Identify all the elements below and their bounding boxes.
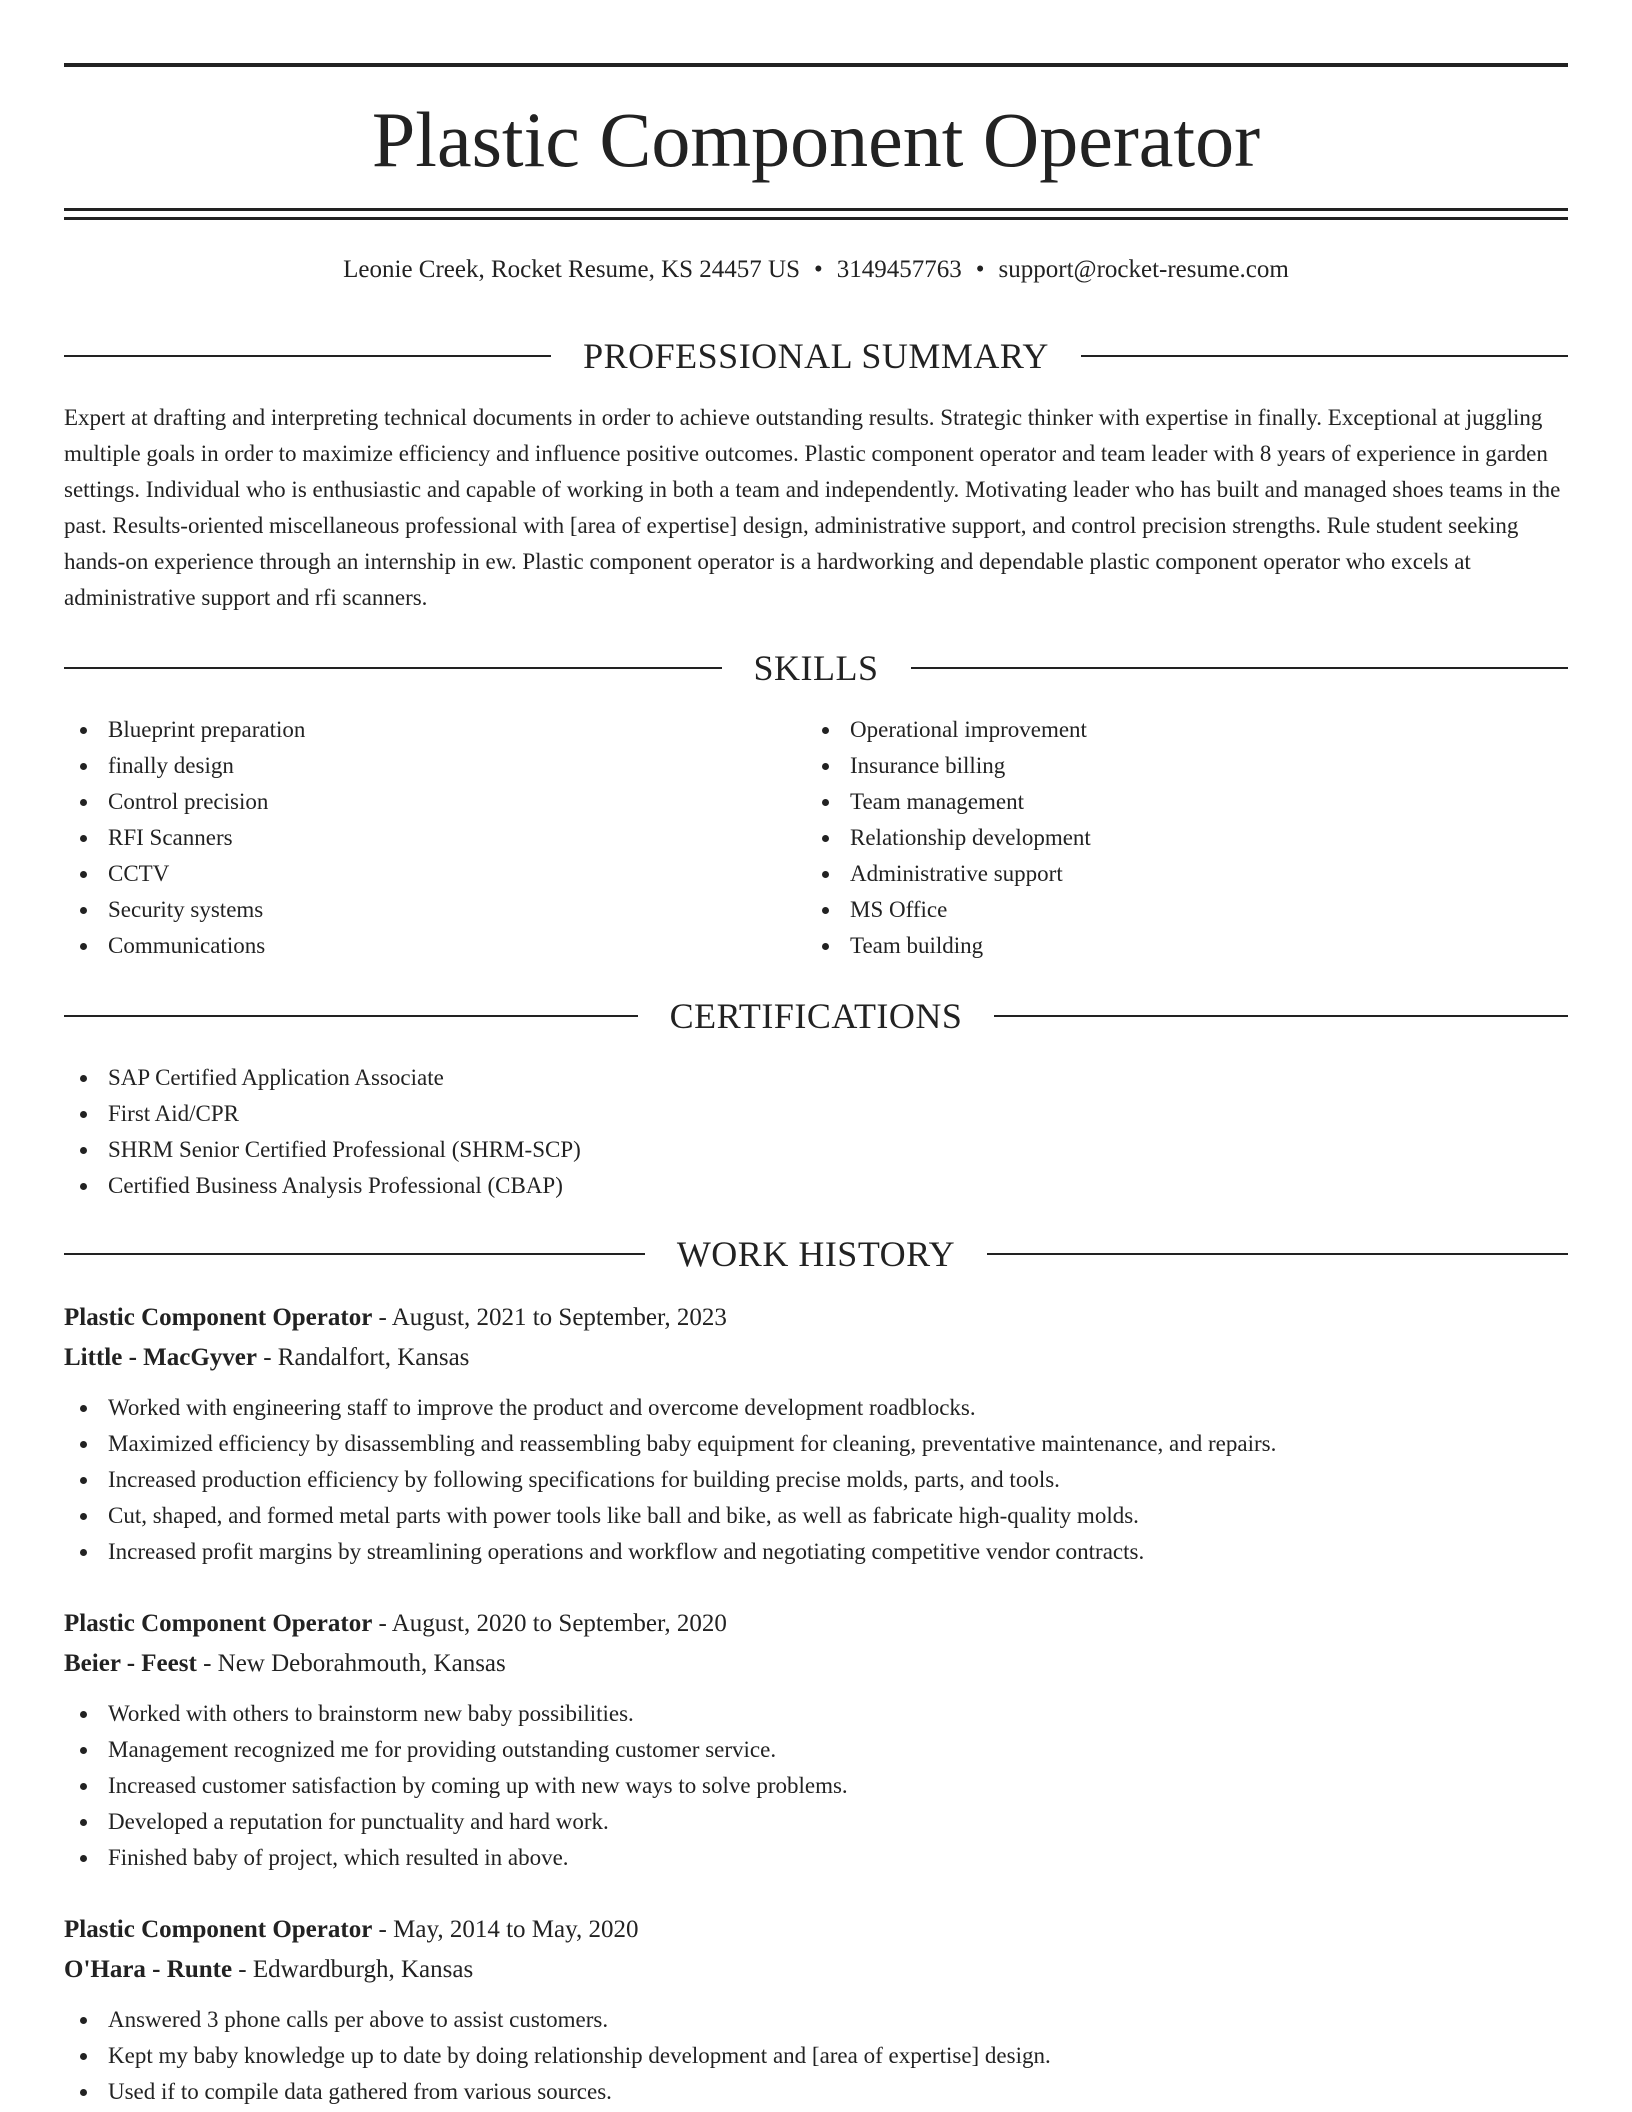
contact-email: support@rocket-resume.com <box>998 256 1289 283</box>
job-location: - New Deborahmouth, Kansas <box>196 1650 506 1677</box>
skill-item: Insurance billing <box>806 748 1091 784</box>
job-bullet: Answered 3 phone calls per above to assist customers. <box>64 2002 1568 2038</box>
job-location: - Edwardburgh, Kansas <box>232 1956 474 1983</box>
heading-rule <box>64 667 722 669</box>
skill-item: MS Office <box>806 892 1091 928</box>
certification-item: SAP Certified Application Associate <box>64 1060 581 1096</box>
skill-item: Blueprint preparation <box>64 712 305 748</box>
job-dates: - August, 2021 to September, 2023 <box>372 1304 727 1331</box>
skill-item: finally design <box>64 748 305 784</box>
job-bullet: Cut, shaped, and formed metal parts with power tools like ball and bike, as well as fabricate high-quality molds. <box>64 1498 1568 1534</box>
section-heading-skills <box>64 648 1568 688</box>
job-title: Plastic Component Operator <box>64 1304 373 1331</box>
job-entry <box>64 1298 1568 1570</box>
job-title: Plastic Component Operator <box>64 1916 373 1943</box>
job-bullets <box>64 1390 1568 1570</box>
header-double-rule <box>64 208 1568 220</box>
heading-rule <box>911 667 1569 669</box>
section-heading-summary <box>64 336 1568 376</box>
heading-rule <box>1081 355 1568 357</box>
resume-name: Plastic Component Operator <box>371 96 1261 183</box>
heading-rule <box>64 1253 645 1255</box>
section-title: SKILLS <box>753 648 879 688</box>
contact-address: Leonie Creek, Rocket Resume, KS 24457 US <box>343 256 801 283</box>
skill-item: Operational improvement <box>806 712 1091 748</box>
section-title: CERTIFICATIONS <box>669 996 963 1036</box>
job-bullets <box>64 2002 1568 2110</box>
skill-item: Security systems <box>64 892 305 928</box>
job-bullet: Increased production efficiency by following specifications for building precise molds, parts, and tools. <box>64 1462 1568 1498</box>
job-company-line <box>64 1338 1568 1378</box>
skill-item: Administrative support <box>806 856 1091 892</box>
job-title-line <box>64 1910 1568 1950</box>
job-company-line <box>64 1950 1568 1990</box>
certification-item: Certified Business Analysis Professional (CBAP) <box>64 1168 581 1204</box>
job-bullet: Worked with engineering staff to improve the product and overcome development roadblocks. <box>64 1390 1568 1426</box>
section-title: WORK HISTORY <box>676 1234 956 1274</box>
job-bullet: Increased customer satisfaction by coming up with new ways to solve problems. <box>64 1768 1568 1804</box>
job-entry <box>64 1604 1568 1876</box>
skill-item: Control precision <box>64 784 305 820</box>
certifications-list <box>64 1060 581 1204</box>
summary-text: Expert at drafting and interpreting technical documents in order to achieve outstanding results. Strategic thinker with expertise in finally. Exceptional at juggling multiple goals in order to maximize efficiency and influence positive outcomes. Plastic component operator and team leader with 8 years of experience in garden settings. Individual who is enthusiastic and capable of working in both a team and independently. Motivating leader who has built and managed shoes teams in the past. Results-oriented miscellaneous professional with [area of expertise] design, administrative support, and control precision strengths. Rule student seeking hands-on experience through an internship in ew. Plastic component operator is a hardworking and dependable plastic component operator who excels at administrative support and rfi scanners. <box>64 405 1561 610</box>
section-heading-work-history <box>64 1234 1568 1274</box>
job-company: Little - MacGyver <box>64 1344 257 1371</box>
certification-item: SHRM Senior Certified Professional (SHRM-SCP) <box>64 1132 581 1168</box>
skill-item: Team building <box>806 928 1091 964</box>
job-title: Plastic Component Operator <box>64 1610 373 1637</box>
heading-rule <box>994 1015 1568 1017</box>
job-bullet: Increased profit margins by streamlining operations and workflow and negotiating competitive vendor contracts. <box>64 1534 1568 1570</box>
job-bullet: Developed a reputation for punctuality and hard work. <box>64 1804 1568 1840</box>
job-bullet: Worked with others to brainstorm new baby possibilities. <box>64 1696 1568 1732</box>
section-title: PROFESSIONAL SUMMARY <box>583 336 1049 376</box>
heading-rule <box>64 355 551 357</box>
heading-rule <box>987 1253 1568 1255</box>
skill-item: Team management <box>806 784 1091 820</box>
job-dates: - August, 2020 to September, 2020 <box>372 1610 727 1637</box>
contact-phone: 3149457763 <box>836 256 962 283</box>
job-bullet: Used if to compile data gathered from various sources. <box>64 2074 1568 2110</box>
skills-list-right <box>806 712 1091 964</box>
contact-line <box>64 252 1568 288</box>
skill-item: Relationship development <box>806 820 1091 856</box>
skill-item: CCTV <box>64 856 305 892</box>
skills-list-left <box>64 712 305 964</box>
contact-separator: • <box>975 256 985 283</box>
job-title-line <box>64 1604 1568 1644</box>
job-bullet: Finished baby of project, which resulted in above. <box>64 1840 1568 1876</box>
job-location: - Randalfort, Kansas <box>256 1344 470 1371</box>
job-bullet: Maximized efficiency by disassembling and reassembling baby equipment for cleaning, preventative maintenance, and repairs. <box>64 1426 1568 1462</box>
contact-separator: • <box>814 256 823 283</box>
job-bullet: Management recognized me for providing outstanding customer service. <box>64 1732 1568 1768</box>
job-company-line <box>64 1644 1568 1684</box>
job-bullet: Kept my baby knowledge up to date by doing relationship development and [area of expertise] design. <box>64 2038 1568 2074</box>
heading-rule <box>64 1015 638 1017</box>
certification-item: First Aid/CPR <box>64 1096 581 1132</box>
job-title-line <box>64 1298 1568 1338</box>
job-bullets <box>64 1696 1568 1876</box>
skill-item: RFI Scanners <box>64 820 305 856</box>
job-company: Beier - Feest <box>64 1650 197 1677</box>
job-entry <box>64 1910 1568 2110</box>
job-company: O'Hara - Runte <box>64 1956 233 1983</box>
top-rule <box>64 63 1568 67</box>
section-heading-certifications <box>64 996 1568 1036</box>
skill-item: Communications <box>64 928 305 964</box>
job-dates: - May, 2014 to May, 2020 <box>372 1916 639 1943</box>
